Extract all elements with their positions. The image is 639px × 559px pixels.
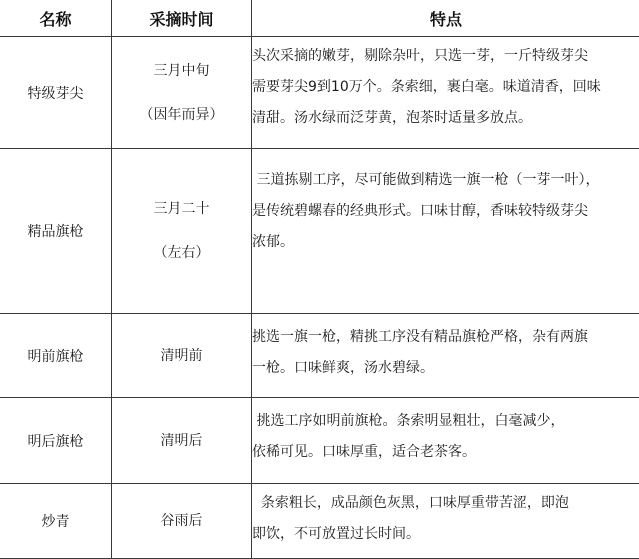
header-feature: 特点 bbox=[252, 0, 639, 37]
picking-time-main: 清明前 bbox=[112, 340, 251, 372]
picking-time bbox=[112, 149, 252, 314]
picking-time-note: （因年而异） bbox=[112, 99, 251, 131]
picking-time-note: （左右） bbox=[112, 237, 251, 269]
feature-line: 即饮，不可放置过长时间。 bbox=[252, 519, 639, 550]
feature-line: 依稀可见。口味厚重，适合老茶客。 bbox=[252, 437, 639, 468]
feature-line: 三道拣剔工序，尽可能做到精选一旗一枪（一芽一叶）， bbox=[252, 165, 639, 196]
feature-line: 需要芽尖9到10万个。条索细，裹白毫。味道清香，回味 bbox=[252, 72, 639, 103]
feature-line: 是传统碧螺春的经典形式。口味甘醇，香味较特级芽尖 bbox=[252, 196, 639, 227]
grade-name: 精品旗枪 bbox=[0, 149, 112, 314]
feature-line: 挑选工序如明前旗枪。条索明显粗壮，白毫减少， bbox=[252, 406, 639, 437]
table-row bbox=[0, 37, 639, 149]
grade-name: 明前旗枪 bbox=[0, 314, 112, 398]
grade-name: 特级芽尖 bbox=[0, 37, 112, 149]
feature-line: 浓郁。 bbox=[252, 227, 639, 258]
picking-time bbox=[112, 398, 252, 484]
picking-time-main: 清明后 bbox=[112, 425, 251, 457]
picking-time bbox=[112, 314, 252, 398]
feature-text bbox=[252, 484, 639, 559]
feature-line: 挑选一旗一枪，精挑工序没有精品旗枪严格，杂有两旗 bbox=[252, 322, 639, 353]
feature-text bbox=[252, 398, 639, 484]
grade-name: 明后旗枪 bbox=[0, 398, 112, 484]
picking-time-main: 三月二十 bbox=[112, 193, 251, 225]
table-row bbox=[0, 314, 639, 398]
header-time: 采摘时间 bbox=[112, 0, 252, 37]
feature-line: 头次采摘的嫩芽，剔除杂叶，只选一芽，一斤特级芽尖 bbox=[252, 41, 639, 72]
feature-text bbox=[252, 37, 639, 149]
picking-time bbox=[112, 37, 252, 149]
picking-time-main: 三月中旬 bbox=[112, 55, 251, 87]
feature-text bbox=[252, 149, 639, 314]
header-name: 名称 bbox=[0, 0, 112, 37]
feature-line: 条索粗长，成品颜色灰黑，口味厚重带苦涩，即泡 bbox=[252, 488, 639, 519]
picking-time bbox=[112, 484, 252, 559]
header-row bbox=[0, 0, 639, 37]
feature-line: 清甜。汤水绿而泛芽黄，泡茶时适量多放点。 bbox=[252, 103, 639, 134]
feature-line: 一枪。口味鲜爽，汤水碧绿。 bbox=[252, 353, 639, 384]
table-row bbox=[0, 398, 639, 484]
picking-time-main: 谷雨后 bbox=[112, 505, 251, 537]
grade-name: 炒青 bbox=[0, 484, 112, 559]
feature-text bbox=[252, 314, 639, 398]
table-row bbox=[0, 149, 639, 314]
table-row bbox=[0, 484, 639, 559]
